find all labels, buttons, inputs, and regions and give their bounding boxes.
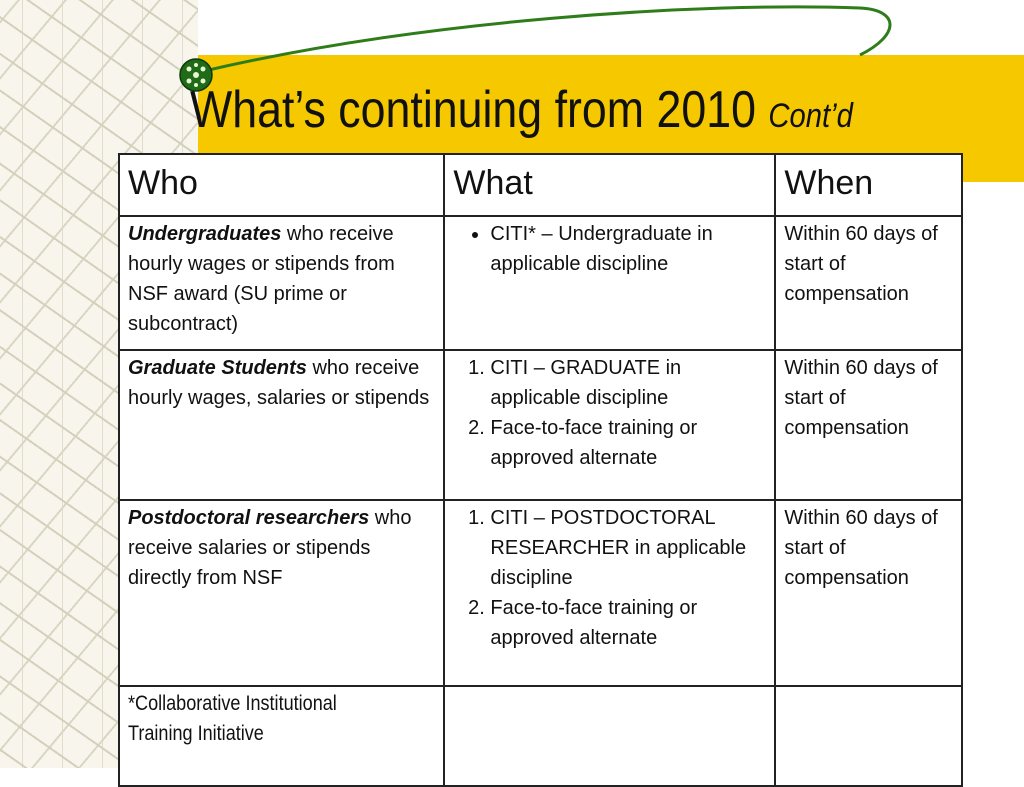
table-row <box>119 216 962 350</box>
who-lead: Graduate Students <box>128 357 307 379</box>
who-cell <box>119 216 444 350</box>
table-header-row <box>119 154 962 216</box>
who-rest: who receive hourly wages or stipends from NSF award (SU prime or subcontract) <box>128 223 395 335</box>
what-cell <box>444 500 775 686</box>
slide-title-suffix: Cont’d <box>768 97 853 135</box>
header-when: When <box>775 154 962 216</box>
empty-cell <box>444 686 775 786</box>
who-cell <box>119 350 444 500</box>
empty-cell <box>775 686 962 786</box>
when-cell: Within 60 days of start of compensation <box>775 216 962 350</box>
slide-title-main: What’s continuing from 2010 <box>190 81 756 139</box>
what-list <box>453 219 767 279</box>
what-list <box>453 353 767 473</box>
footnote-line: Training Initiative <box>128 722 264 745</box>
slide-title <box>190 80 853 146</box>
what-item: 1. CITI – GRADUATE in applicable discipline <box>490 353 767 413</box>
table-row <box>119 350 962 500</box>
who-rest: who receive salaries or stipends directly from NSF <box>128 507 412 589</box>
requirements-table <box>118 153 963 787</box>
table-row <box>119 500 962 686</box>
what-cell <box>444 350 775 500</box>
header-who: Who <box>119 154 444 216</box>
who-lead: Postdoctoral researchers <box>128 507 370 529</box>
when-cell: Within 60 days of start of compensation <box>775 350 962 500</box>
table-row <box>119 686 962 786</box>
who-rest: who receive hourly wages, salaries or stipends <box>128 357 430 409</box>
when-cell: Within 60 days of start of compensation <box>775 500 962 686</box>
who-lead: Undergraduates <box>128 223 282 245</box>
header-what: What <box>444 154 775 216</box>
what-cell <box>444 216 775 350</box>
swoosh-curve <box>200 7 890 72</box>
what-item: 2. Face-to-face training or approved alternate <box>490 593 767 653</box>
what-list <box>453 503 767 653</box>
who-cell <box>119 500 444 686</box>
what-item: 2. Face-to-face training or approved alternate <box>490 413 767 473</box>
what-item: 1. CITI – POSTDOCTORAL RESEARCHER in applicable discipline <box>490 503 767 593</box>
footnote-line: *Collaborative Institutional <box>128 692 337 715</box>
what-item: • CITI* – Undergraduate in applicable discipline <box>490 219 767 279</box>
footnote-cell <box>119 686 444 786</box>
